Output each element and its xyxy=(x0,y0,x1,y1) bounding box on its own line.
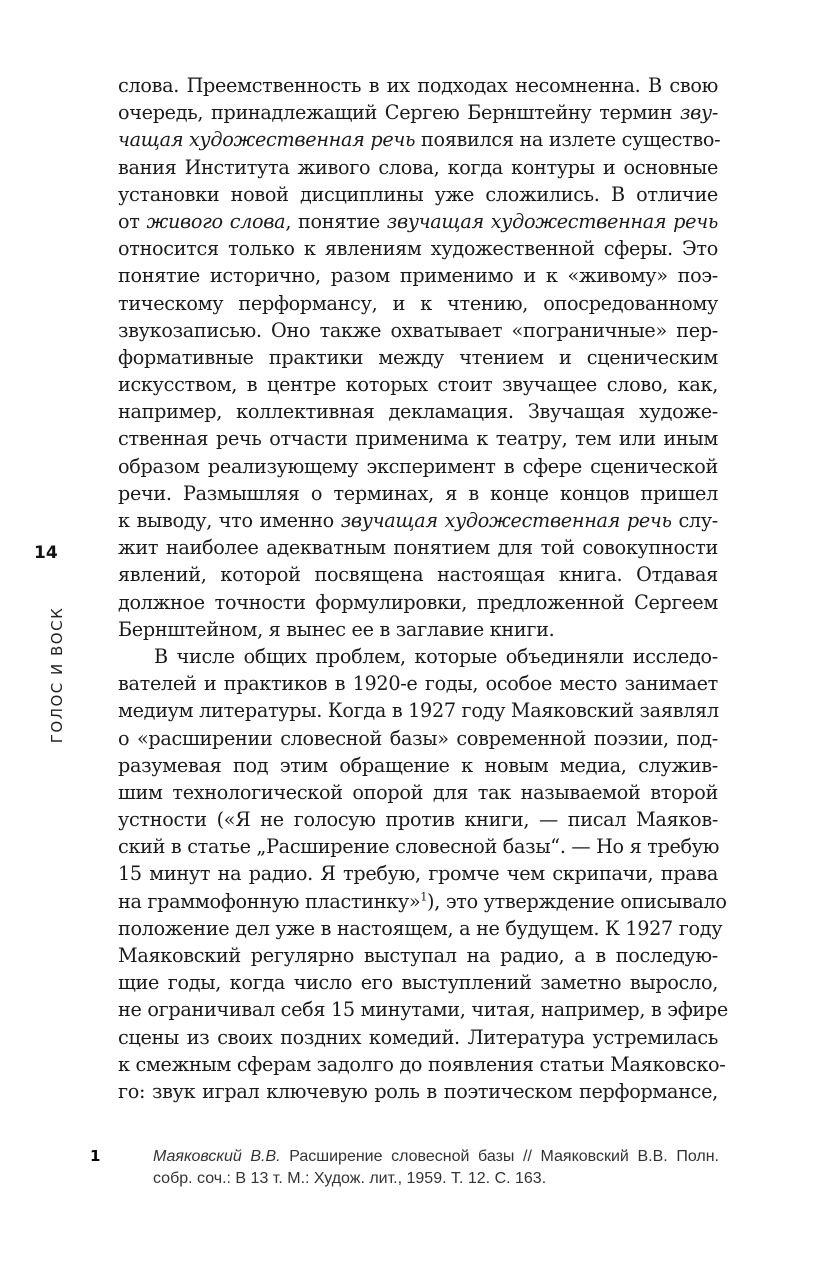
text-segment: образом реализующему эксперимент в сфере сценической xyxy=(118,454,718,478)
footnote-text xyxy=(153,1146,719,1190)
text-segment: к выводу, что именно xyxy=(118,509,341,532)
text-line xyxy=(118,208,718,235)
text-line xyxy=(118,99,718,126)
text-line xyxy=(118,670,718,697)
text-segment: на граммофонную пластинку» xyxy=(118,889,421,913)
text-segment: Маяковский регулярно выступал на радио, а в последую- xyxy=(118,944,718,967)
text-line xyxy=(118,996,728,1023)
text-line xyxy=(118,888,727,915)
text-line xyxy=(118,725,718,752)
text-segment: ), это утверждение описывало xyxy=(427,889,727,913)
text-line xyxy=(118,262,718,289)
text-line xyxy=(118,507,718,534)
running-title: ГОЛОС И ВОСК xyxy=(48,606,66,744)
text-line xyxy=(118,534,718,561)
text-segment: появился на излете существо- xyxy=(415,128,721,152)
text-line xyxy=(118,616,718,643)
text-segment: жит наиболее адекватным понятием для той совокупности xyxy=(118,536,718,560)
text-segment: звукозаписью. Оно также охватывает «пограничные» пер- xyxy=(118,318,718,342)
text-segment: слу- xyxy=(671,509,718,532)
text-line xyxy=(118,126,721,153)
text-segment: 15 минут на радио. Я требую, громче чем скрипачи, права xyxy=(118,862,718,886)
text-segment: о «расширении словесной базы» современной поэзии, под- xyxy=(118,726,718,750)
text-line xyxy=(118,833,718,860)
text-segment: В числе общих проблем, которые объединяли исследо- xyxy=(154,644,718,668)
text-line xyxy=(118,290,718,317)
footnote-ref: 1 xyxy=(420,890,428,904)
text-segment: шим технологической опорой для так называемой второй xyxy=(118,780,718,804)
text-segment: очередь, принадлежащий Сергею Бернштейну термин xyxy=(118,101,680,125)
text-segment: установки новой дисциплины уже сложились. В отличие xyxy=(118,182,718,206)
text-segment: разумевая под этим обращение к новым медиа, служив- xyxy=(118,753,718,777)
text-line xyxy=(118,154,718,181)
text-segment: не ограничивал себя 15 минутами, читая, например, в эфире xyxy=(118,998,728,1022)
text-line xyxy=(118,425,718,452)
text-segment: медиум литературы. Когда в 1927 году Маяковский заявлял xyxy=(118,699,719,723)
text-segment: тическому перформансу, и к чтению, опосредованному xyxy=(118,291,718,315)
text-line xyxy=(118,697,718,724)
text-segment: щие годы, когда число его выступлений заметно выросло, xyxy=(118,971,718,995)
text-line xyxy=(118,806,718,833)
text-line xyxy=(118,752,718,779)
text-segment: явлений, которой посвящена настоящая книга. Отдавая xyxy=(118,563,718,587)
text-line xyxy=(118,480,718,507)
italic-term: зву- xyxy=(679,101,718,125)
text-line xyxy=(118,398,718,425)
text-line xyxy=(118,589,718,616)
text-line xyxy=(118,235,718,262)
italic-term: живого слова xyxy=(146,209,286,233)
text-segment: ский в статье „Расширение словесной базы“. — Но я требую xyxy=(118,835,720,859)
text-segment: слова. Преемственность в их подходах несомненна. В свою xyxy=(118,74,718,97)
text-segment: от xyxy=(118,209,147,233)
italic-term: чащая художественная речь xyxy=(118,128,416,152)
text-line xyxy=(118,942,718,969)
text-line xyxy=(118,561,718,588)
text-line xyxy=(118,779,718,806)
text-line xyxy=(118,915,723,942)
italic-term: звучащая художественная речь xyxy=(340,509,672,532)
text-segment: искусством, в центре которых стоит звучащее слово, как, xyxy=(118,373,718,397)
text-line xyxy=(118,72,718,99)
text-segment: го: звук играл ключевую роль в поэтическом перформансе, xyxy=(118,1079,718,1103)
italic-term: звучащая художественная речь xyxy=(386,209,718,233)
page-number: 14 xyxy=(34,543,58,563)
text-segment: к смежным сферам задолго до появления статьи Маяковско- xyxy=(118,1052,726,1076)
text-line xyxy=(118,181,718,208)
footnote-number: 1 xyxy=(90,1147,101,1165)
text-line xyxy=(118,453,718,480)
text-segment: вателей и практиков в 1920-е годы, особое место занимает xyxy=(118,672,718,696)
text-segment: формативные практики между чтением и сценическим xyxy=(118,345,718,369)
text-line xyxy=(118,1051,726,1078)
text-segment: сцены из своих поздних комедий. Литература устремилась xyxy=(118,1025,718,1049)
body-text xyxy=(118,72,728,1105)
footnote-author: Маяковский В.В. xyxy=(153,1148,281,1165)
text-segment: понятие исторично, разом применимо и к «живому» поэ- xyxy=(118,264,718,288)
text-line xyxy=(118,1078,718,1105)
text-line xyxy=(118,344,718,371)
text-line xyxy=(118,1024,718,1051)
text-segment: положение дел уже в настоящем, а не будущем. К 1927 году xyxy=(118,916,723,940)
text-line xyxy=(118,371,718,398)
text-line xyxy=(118,969,718,996)
text-line xyxy=(118,860,718,887)
text-segment: например, коллективная декламация. Звучащая художе- xyxy=(118,400,718,424)
text-segment: устности («Я не голосую против книги, — писал Маяков- xyxy=(118,808,718,832)
text-line xyxy=(118,643,718,670)
text-segment: речи. Размышляя о терминах, я в конце концов пришел xyxy=(118,481,718,505)
footnote-citation: Расширение словесной базы // Маяковский В.В. Полн. собр. соч.: В 13 т. М.: Худож. лит., 1959. Т. 12. С. 163. xyxy=(153,1148,719,1187)
text-segment: Бернштейном, я вынес ее в заглавие книги. xyxy=(118,617,555,641)
text-segment: должное точности формулировки, предложенной Сергеем xyxy=(118,590,718,614)
text-segment: вания Института живого слова, когда контуры и основные xyxy=(118,155,718,179)
text-line xyxy=(118,317,718,344)
text-segment: ственная речь отчасти применима к театру, тем или иным xyxy=(118,427,718,451)
text-segment: относится только к явлениям художественной сферы. Это xyxy=(118,237,718,261)
text-segment: , понятие xyxy=(285,209,387,233)
